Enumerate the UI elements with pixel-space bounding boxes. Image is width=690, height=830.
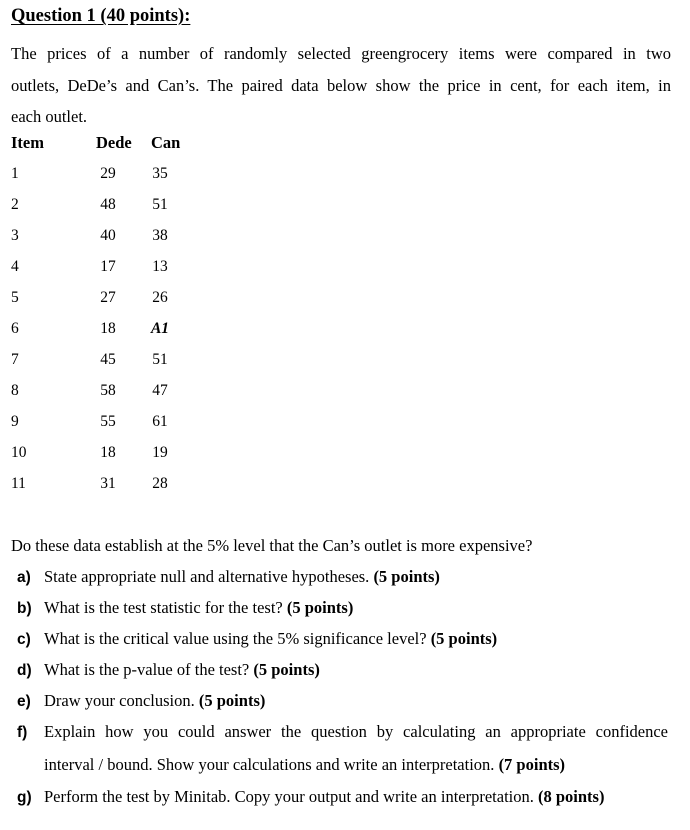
table-row-item: 10 — [11, 444, 27, 461]
table-row-item: 11 — [11, 475, 26, 492]
part-points: (5 points) — [198, 691, 266, 710]
table-row-can: 28 — [152, 475, 168, 492]
table-row-dede: 55 — [100, 413, 116, 430]
table-row-item: 4 — [11, 258, 19, 275]
table-row-dede: 17 — [100, 258, 116, 275]
part-text: What is the test statistic for the test? — [44, 598, 283, 617]
header-dede: Dede — [96, 133, 132, 152]
part-letter: e) — [17, 693, 31, 710]
part-points: (5 points) — [373, 567, 440, 586]
table-row-item: 9 — [11, 413, 19, 430]
part-points: (8 points) — [538, 787, 605, 806]
table-row-item: 2 — [11, 196, 19, 213]
part-points: (5 points) — [253, 660, 320, 679]
part-text: Perform the test by Minitab. Copy your output and write an interpretation. — [44, 787, 534, 806]
table-row-dede: 45 — [100, 351, 116, 368]
intro-line-3: each outlet. — [11, 107, 88, 126]
table-row-item: 7 — [11, 351, 19, 368]
table-row-dede: 29 — [100, 165, 116, 182]
table-row-dede: 18 — [100, 320, 116, 337]
part-text: What is the critical value using the 5% significance level? — [44, 629, 427, 648]
part-a-text — [44, 567, 668, 587]
part-f-text-line-1 — [44, 722, 668, 742]
intro-paragraph — [11, 38, 671, 133]
part-points: (5 points) — [430, 629, 498, 648]
part-letter: f) — [17, 724, 28, 741]
part-text: State appropriate null and alternative hypotheses. — [44, 567, 370, 586]
part-text: What is the p-value of the test? — [44, 660, 250, 679]
table-row-can: 19 — [152, 444, 168, 461]
table-row-item: 6 — [11, 320, 19, 337]
table-row-can: 47 — [152, 382, 168, 399]
table-row-item: 8 — [11, 382, 19, 399]
table-row-dede: 40 — [100, 227, 116, 244]
table-row-can: 61 — [152, 413, 168, 430]
part-c-text — [44, 629, 668, 649]
table-row-item: 5 — [11, 289, 19, 306]
part-g-text — [44, 787, 668, 807]
table-row-dede: 58 — [100, 382, 116, 399]
table-row-can: 51 — [152, 196, 168, 213]
intro-line-1: The prices of a number of randomly selected greengrocery items were compared in two — [11, 44, 671, 63]
part-text: Explain how you could answer the question by calculating an appropriate confidence — [44, 722, 668, 741]
table-row-item: 1 — [11, 165, 19, 182]
part-letter: b) — [17, 600, 32, 617]
part-e-text — [44, 691, 668, 711]
table-row-item: 3 — [11, 227, 19, 244]
table-row-can: 35 — [152, 165, 168, 182]
part-points: (5 points) — [286, 598, 354, 617]
table-row-can: 51 — [152, 351, 168, 368]
part-f-text-line-2 — [44, 755, 668, 775]
question-title: Question 1 (40 points): — [11, 6, 191, 26]
table-row-dede: 31 — [100, 475, 116, 492]
part-d-text — [44, 660, 668, 680]
table-row-can: 38 — [152, 227, 168, 244]
table-row-dede: 48 — [100, 196, 116, 213]
part-letter: d) — [17, 662, 32, 679]
intro-line-2: outlets, DeDe’s and Can’s. The paired data below show the price in cent, for each item, in — [11, 75, 671, 95]
header-can: Can — [151, 133, 181, 152]
question-prompt: Do these data establish at the 5% level that the Can’s outlet is more expensive? — [11, 536, 533, 555]
part-points: (7 points) — [498, 755, 566, 774]
header-item: Item — [11, 133, 44, 152]
part-text: interval / bound. Show your calculations and write an interpretation. — [44, 755, 495, 774]
table-row-dede: 18 — [100, 444, 116, 461]
table-row-can: 13 — [152, 258, 168, 275]
table-row-can: A1 — [150, 320, 170, 337]
table-row-dede: 27 — [100, 289, 116, 306]
part-letter: a) — [17, 569, 31, 586]
part-letter: c) — [17, 631, 31, 648]
part-letter: g) — [17, 789, 32, 806]
part-b-text — [44, 598, 668, 618]
part-text: Draw your conclusion. — [44, 691, 195, 710]
table-row-can: 26 — [152, 289, 168, 306]
